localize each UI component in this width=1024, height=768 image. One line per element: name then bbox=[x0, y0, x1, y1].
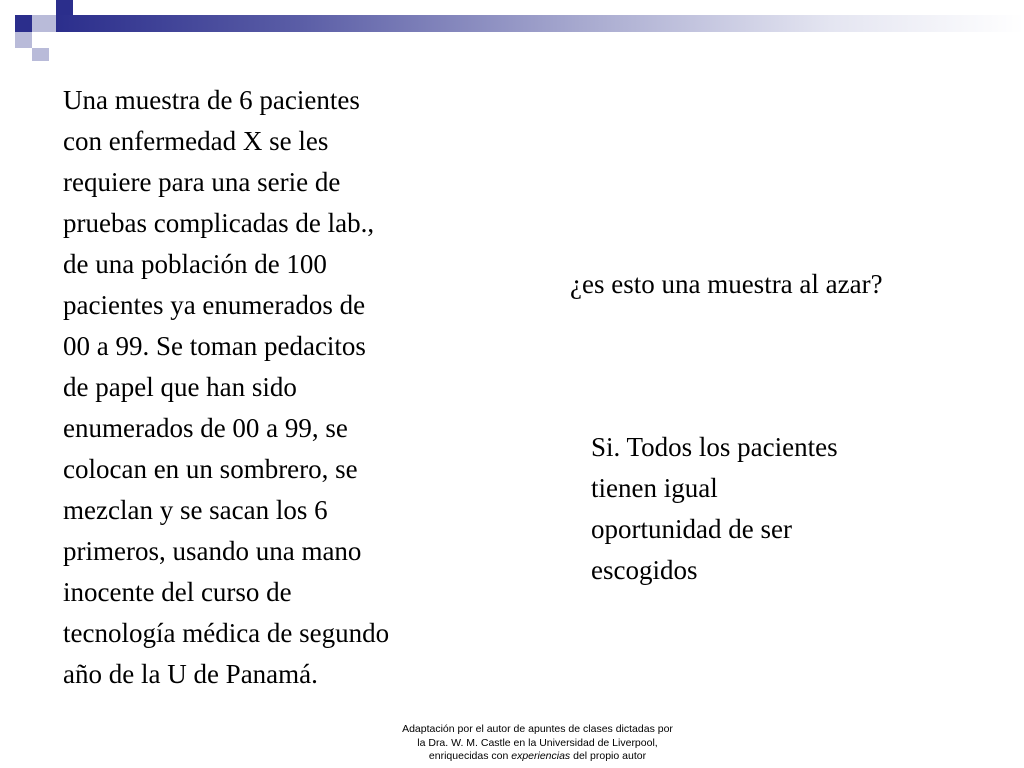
decor-square-light bbox=[15, 32, 32, 48]
footer-line-1: Adaptación por el autor de apuntes de clases dictadas por bbox=[402, 723, 673, 735]
decor-square-dark bbox=[56, 0, 73, 15]
footer-line-3-suffix: del propio autor bbox=[570, 750, 647, 762]
header-gradient-bar bbox=[56, 15, 1024, 32]
decor-square-dark bbox=[15, 15, 32, 32]
slide-answer: Si. Todos los pacientes tienen igual oportunidad de ser escogidos bbox=[591, 432, 838, 585]
decor-square-light bbox=[32, 48, 49, 61]
footer-line-3-prefix: enriquecidas con bbox=[428, 750, 512, 762]
footer-line-3-emphasis: experiencias bbox=[511, 750, 571, 762]
decor-square-white bbox=[32, 32, 56, 48]
footer-line-3 bbox=[380, 750, 695, 764]
slide-question: ¿es esto una muestra al azar? bbox=[570, 269, 883, 299]
decor-square-light bbox=[32, 15, 56, 32]
slide-body-text: Una muestra de 6 pacientes con enfermedad X se les requiere para una serie de pruebas complicadas de lab., de una población de 100 pacientes ya enumerados de 00 a 99. Se toman pedacitos de papel que han sido enumerados de 00 a 99, se colocan en un sombrero, se mezclan y se sacan los 6 primeros, usando una mano inocente del curso de tecnología médica de segundo año de la U de Panamá. bbox=[63, 85, 390, 689]
slide-footer bbox=[380, 723, 695, 764]
footer-line-2: la Dra. W. M. Castle en la Universidad de Liverpool, bbox=[417, 736, 658, 749]
